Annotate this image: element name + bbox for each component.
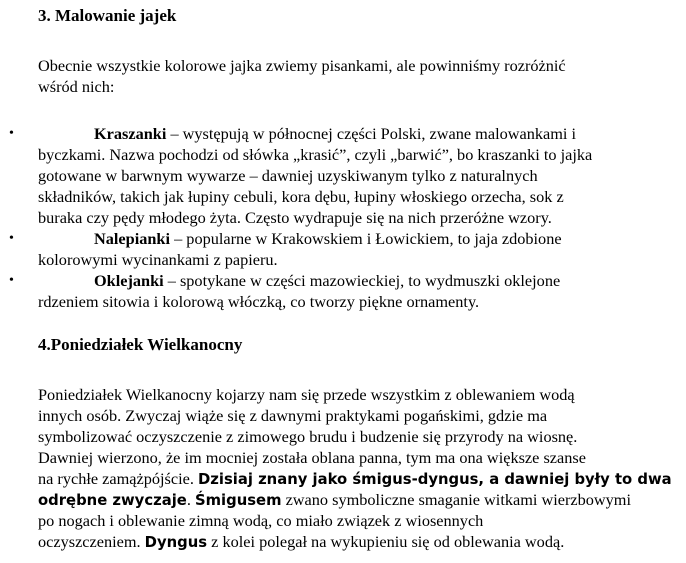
dyngus-term: Dyngus xyxy=(144,534,208,551)
bullet-icon: • xyxy=(9,273,14,288)
oklejanki-first-rest: – spotykane w części mazowieckiej, to wydmuszki oklejone xyxy=(163,271,561,290)
term-nalepianki: Nalepianki xyxy=(94,229,171,248)
line6-rest: zwano symboliczne smaganie witkami wierzbowymi xyxy=(281,490,631,509)
bullet-icon: • xyxy=(9,126,14,141)
section-3-intro-line-1: Obecnie wszystkie kolorowe jajka zwiemy pisankami, ale powinniśmy rozróżnić xyxy=(38,56,566,75)
line8-rest: z kolei polegał na wykupieniu się od oblewania wodą. xyxy=(207,532,565,551)
nalepianki-first-rest: – popularne w Krakowskiem i Łowickiem, to jaja zdobione xyxy=(170,229,562,248)
paragraph-line-6 xyxy=(38,489,631,511)
odrebne-zwyczaje-emphasis: odrębne zwyczaje xyxy=(38,492,187,509)
line6-plain: . xyxy=(186,490,195,509)
line5-plain: na rychłe zamążpójście. xyxy=(38,469,199,488)
term-oklejanki: Oklejanki xyxy=(94,271,164,290)
list-item-oklejanki-first-line xyxy=(94,270,560,291)
line8-plain: oczyszczeniem. xyxy=(38,532,145,551)
list-item-kraszanki-first-line xyxy=(94,123,576,144)
paragraph-line-5 xyxy=(38,468,672,490)
bullet-icon: • xyxy=(9,231,14,246)
term-kraszanki: Kraszanki xyxy=(94,124,167,143)
section-3-heading: 3. Malowanie jajek xyxy=(38,6,177,25)
list-item-text-line: gotowane w barwnym wywarze – dawniej uzyskiwanym tylko z naturalnych xyxy=(38,166,538,185)
paragraph-line: innych osób. Zwyczaj wiąże się z dawnymi praktykami pogańskimi, gdzie ma xyxy=(38,406,548,425)
list-item-nalepianki-first-line xyxy=(94,228,562,249)
paragraph-line: Dawniej wierzono, że im mocniej została oblana panna, tym ma ona większe szanse xyxy=(38,448,586,467)
paragraph-line: symbolizować oczyszczenie z zimowego brudu i budzenie się przyrody na wiosnę. xyxy=(38,427,578,446)
list-item-text-line: buraka czy pędy młodego żyta. Często wydrapuje się na nich przeróżne wzory. xyxy=(38,208,552,227)
paragraph-line-7: po nogach i oblewanie zimną wodą, co miało związek z wiosennych xyxy=(38,511,484,530)
paragraph-line: Poniedziałek Wielkanocny kojarzy nam się przede wszystkim z oblewaniem wodą xyxy=(38,385,575,404)
smigusem-term: Śmigusem xyxy=(194,492,282,509)
list-item-text-line: składników, takich jak łupiny cebuli, kora dębu, łupiny włoskiego orzecha, sok z xyxy=(38,187,564,206)
paragraph-line-8 xyxy=(38,531,564,553)
section-4-heading: 4.Poniedziałek Wielkanocny xyxy=(38,335,243,354)
section-3-intro-line-2: wśród nich: xyxy=(38,77,115,96)
list-item-text-line: rdzeniem sitowia i kolorową włóczką, co tworzy piękne ornamenty. xyxy=(38,292,480,311)
smigus-dyngus-emphasis: Dzisiaj znany jako śmigus-dyngus, a dawniej były to dwa xyxy=(198,471,672,488)
kraszanki-first-rest: – występują w północnej części Polski, zwane malowankami i xyxy=(166,124,577,143)
list-item-text-line: byczkami. Nazwa pochodzi od słówka „krasić”, czyli „barwić”, bo kraszanki to jajka xyxy=(38,145,593,164)
list-item-text-line: kolorowymi wycinankami z papieru. xyxy=(38,250,278,269)
